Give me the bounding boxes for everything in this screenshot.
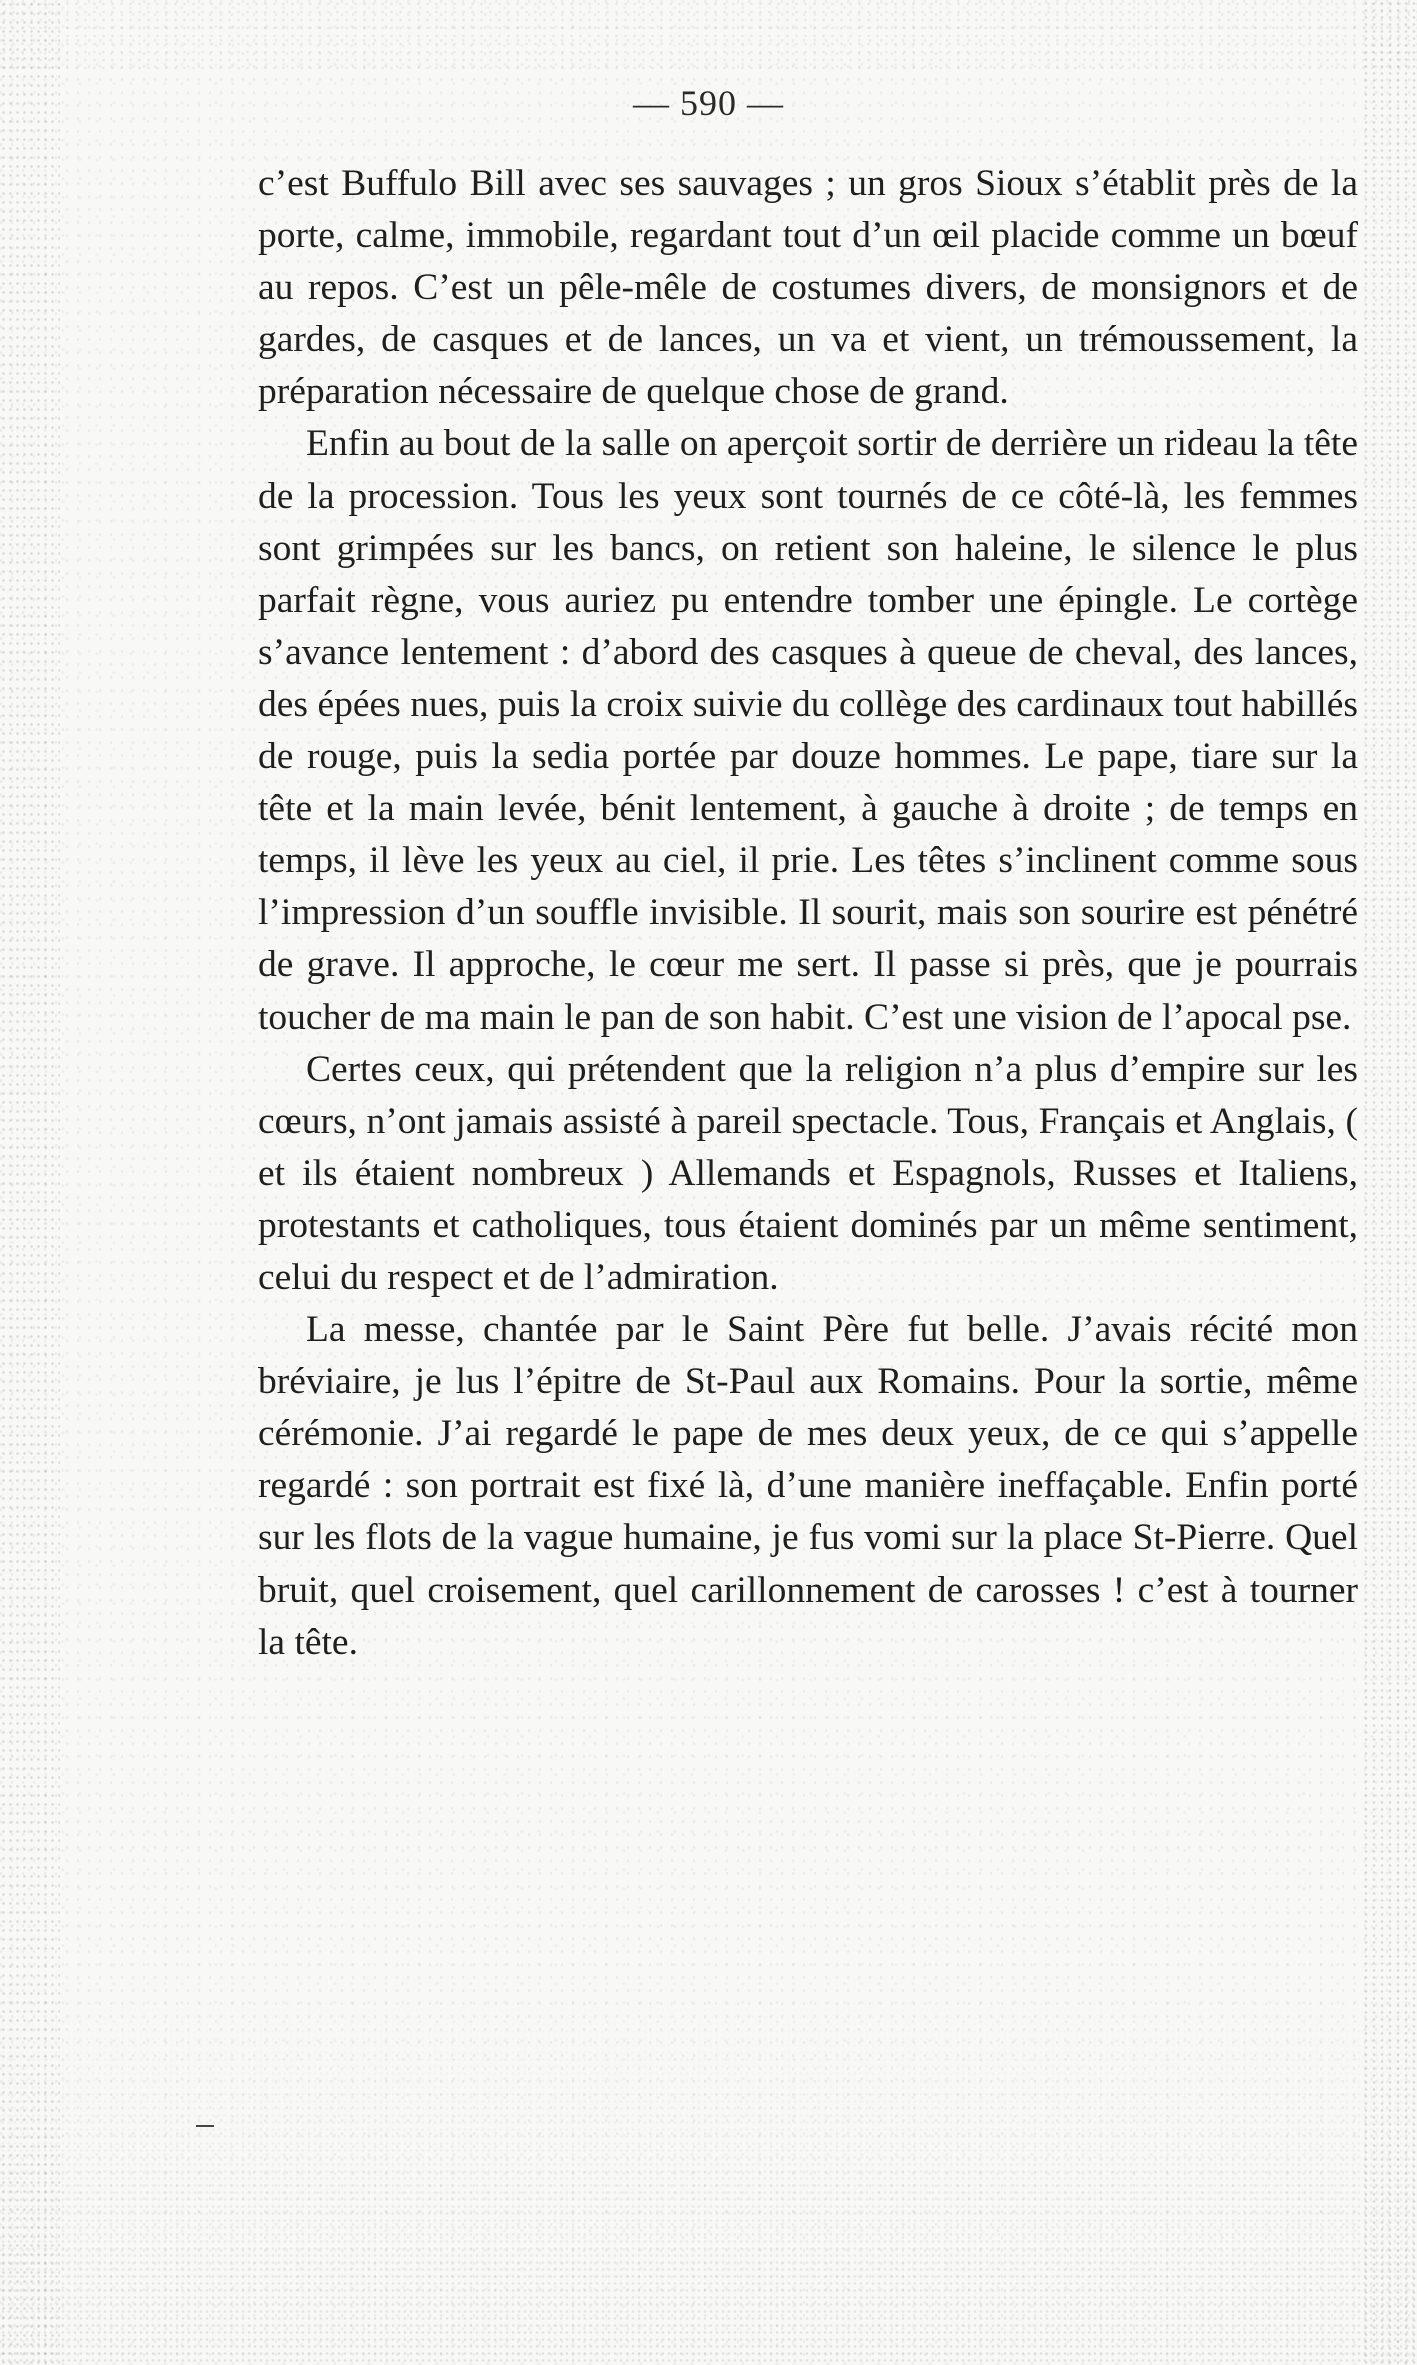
paragraph-1: c’est Buffulo Bill avec ses sauvages ; un gros Sioux s’établit près de la porte, calme, immobile, regardant tout d’un œil placide comme un bœuf au repos. C’est un pêle-mêle de costumes divers, de monsignors et de gardes, de casques et de lances, un va et vient, un trémoussement, la préparation nécessaire de quelque chose de grand.: [258, 163, 1358, 413]
paragraph-2: Enfin au bout de la salle on aperçoit sortir de derrière un rideau la tête de la procession. Tous les yeux sont tournés de ce côté-là, les femmes sont grimpées sur les bancs, on retient son haleine, le silence le plus parfait règne, vous auriez pu entendre tomber une épingle. Le cortège s’avance lentement : d’abord des casques à queue de cheval, des lances, des épées nues, puis la croix suivie du collège des cardinaux tout habillés de rouge, puis la sedia portée par douze hommes. Le pape, tiare sur la tête et la main levée, bénit lentement, à gauche à droite ; de temps en temps, il lève les yeux au ciel, il prie. Les têtes s’inclinent comme sous l’impression d’un souffle invisible. Il sourit, mais son sourire est pénétré de grave. Il approche, le cœur me sert. Il passe si près, que je pourrais toucher de ma main le pan de son habit. C’est une vision de l’apocal pse.: [258, 423, 1358, 1038]
scan-noise-bottom: [0, 1965, 1417, 2365]
paragraph-4: La messe, chantée par le Saint Père fut belle. J’avais récité mon bréviaire, je lus l’épitre de St-Paul aux Romains. Pour la sortie, même cérémonie. J’ai regardé le pape de mes deux yeux, de ce qui s’appelle regardé : son portrait est fixé là, d’une manière ineffaçable. Enfin porté sur les flots de la vague humaine, je fus vomi sur la place St-Pierre. Quel bruit, quel croisement, quel carillonnement de carosses ! c’est à tourner la tête.: [258, 1309, 1358, 1663]
scan-noise-top: [0, 0, 1417, 70]
margin-mark: [196, 2125, 214, 2127]
body-text: [258, 158, 1358, 1669]
paragraph-3: Certes ceux, qui prétendent que la religion n’a plus d’empire sur les cœurs, n’ont jamais assisté à pareil spectacle. Tous, Français et Anglais, ( et ils étaient nombreux ) Allemands et Espagnols, Russes et Italiens, protestants et catholiques, tous étaient dominés par un même sentiment, celui du respect et de l’admiration.: [258, 1048, 1358, 1298]
page-number: — 590 —: [633, 83, 784, 123]
